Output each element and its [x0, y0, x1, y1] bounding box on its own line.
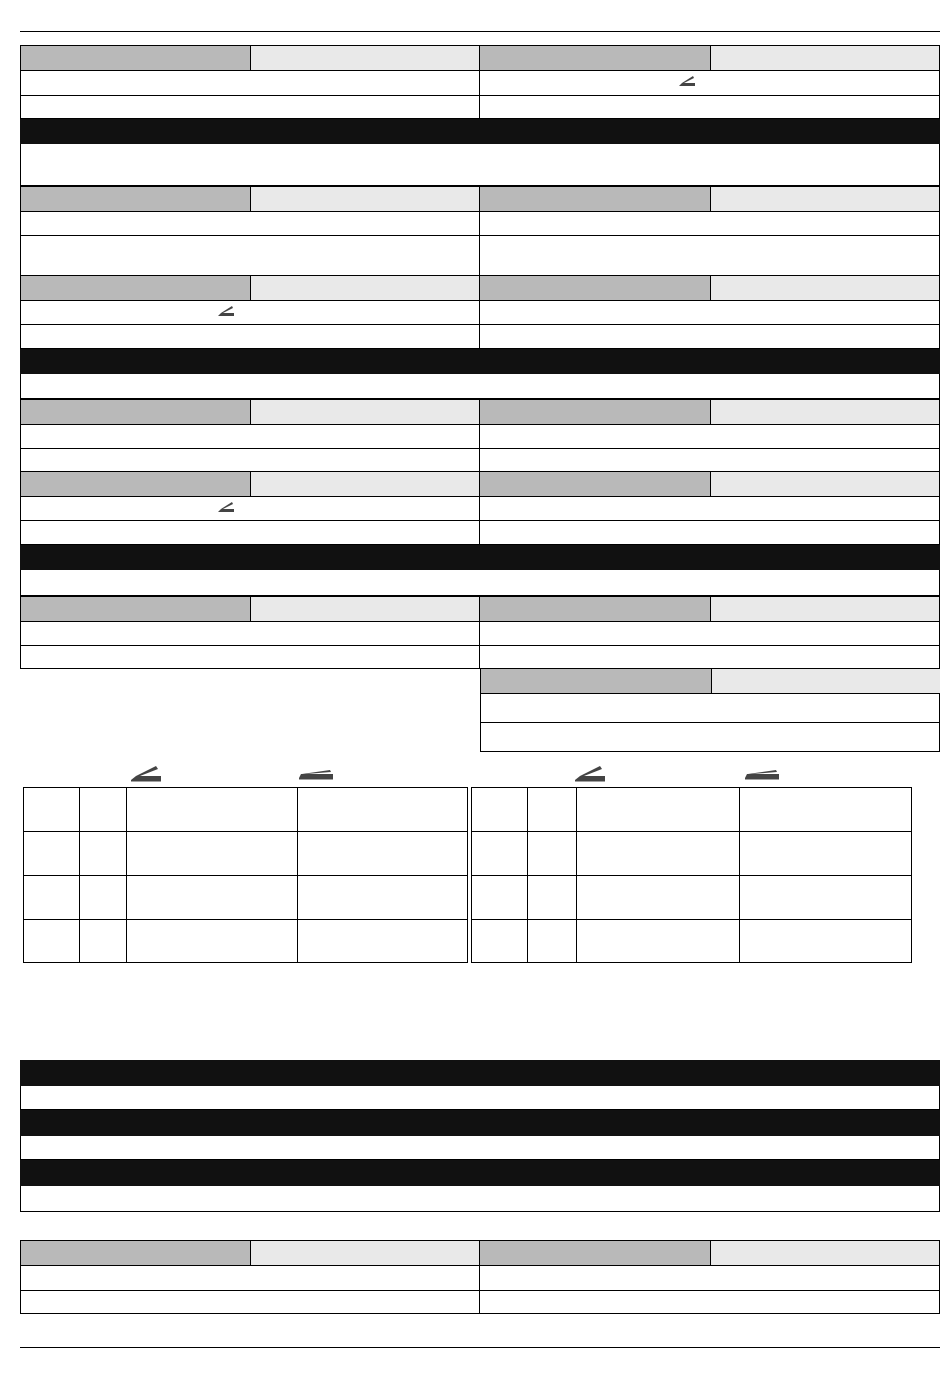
param-panel-h-right — [480, 1240, 940, 1314]
pedal-pressed-icon — [574, 764, 606, 782]
param-panel-h-left — [20, 1240, 480, 1314]
param-row — [21, 1265, 479, 1290]
param-panel-c-left — [20, 276, 480, 349]
table-cell — [577, 788, 740, 832]
param-header-value — [710, 597, 939, 621]
section-description — [20, 1186, 940, 1212]
pedal-table-right — [471, 787, 912, 963]
param-header-value — [250, 472, 479, 496]
table-cell — [528, 920, 577, 963]
pedal-table-left — [23, 787, 468, 963]
table-cell — [472, 876, 528, 920]
param-header-value — [250, 46, 479, 70]
param-header-value — [710, 472, 939, 496]
param-row — [480, 448, 939, 472]
table-cell — [577, 920, 740, 963]
param-row — [21, 520, 479, 544]
table-cell — [472, 920, 528, 963]
param-row — [481, 693, 939, 722]
param-row — [480, 235, 939, 276]
param-row — [21, 645, 479, 669]
param-panel-f-right — [480, 596, 940, 669]
param-row — [480, 70, 939, 95]
section-bar — [20, 1060, 940, 1086]
param-row — [21, 70, 479, 95]
pedal-released-icon — [744, 766, 780, 780]
section-bar — [20, 1160, 940, 1186]
param-header-value — [711, 669, 940, 693]
table-cell — [740, 876, 912, 920]
param-row — [480, 211, 939, 235]
param-header-name — [480, 472, 710, 496]
param-header-name — [480, 276, 710, 300]
table-cell — [528, 788, 577, 832]
param-row — [480, 424, 939, 448]
param-header-name — [480, 597, 710, 621]
param-header-name — [481, 669, 711, 693]
pedal-released-icon — [298, 766, 334, 780]
section-description — [20, 570, 940, 596]
section-description — [20, 1086, 940, 1110]
param-header-value — [250, 276, 479, 300]
param-row — [481, 722, 939, 751]
section-bar — [20, 1110, 940, 1136]
param-row — [480, 496, 939, 520]
table-cell — [298, 832, 468, 876]
param-row — [21, 496, 479, 520]
table-cell — [80, 876, 127, 920]
table-cell — [528, 876, 577, 920]
param-panel-b-left — [20, 186, 480, 276]
param-header-name — [21, 597, 250, 621]
table-cell — [528, 832, 577, 876]
table-cell — [24, 832, 80, 876]
param-header-name — [21, 46, 250, 70]
footer-rule — [20, 1347, 940, 1348]
param-panel-e-right — [480, 472, 940, 545]
param-panel-f-left — [20, 596, 480, 669]
table-cell — [298, 788, 468, 832]
param-header-name — [21, 472, 250, 496]
param-panel-d-right — [480, 399, 940, 472]
table-cell — [298, 920, 468, 963]
param-header-name — [480, 187, 710, 211]
param-header-value — [250, 1241, 479, 1265]
section-bar — [20, 119, 940, 144]
header-rule — [20, 31, 940, 32]
section-bar — [20, 545, 940, 570]
table-cell — [127, 788, 298, 832]
param-header-value — [710, 46, 939, 70]
pedal-pressed-icon — [217, 305, 235, 317]
param-row — [480, 645, 939, 669]
param-row — [480, 1290, 939, 1314]
param-panel-e-left — [20, 472, 480, 545]
section-bar — [20, 349, 940, 374]
param-header-value — [710, 400, 939, 424]
pedal-pressed-icon — [678, 75, 696, 87]
param-header-name — [480, 400, 710, 424]
param-row — [21, 324, 479, 348]
table-cell — [127, 876, 298, 920]
param-header-name — [21, 400, 250, 424]
table-cell — [740, 788, 912, 832]
param-row — [480, 1265, 939, 1290]
table-cell — [127, 832, 298, 876]
param-header-name — [480, 46, 710, 70]
param-row — [21, 300, 479, 324]
param-panel-d-left — [20, 399, 480, 472]
table-cell — [80, 920, 127, 963]
param-header-value — [250, 187, 479, 211]
table-cell — [24, 788, 80, 832]
table-cell — [472, 832, 528, 876]
param-row — [21, 448, 479, 472]
param-row — [480, 324, 939, 348]
param-row — [480, 621, 939, 645]
table-cell — [740, 832, 912, 876]
param-panel-c-right — [480, 276, 940, 349]
param-row — [480, 95, 939, 119]
table-cell — [24, 876, 80, 920]
table-cell — [24, 920, 80, 963]
param-header-name — [480, 1241, 710, 1265]
param-row — [480, 520, 939, 544]
param-header-name — [21, 276, 250, 300]
param-header-value — [710, 187, 939, 211]
param-panel-b-right — [480, 186, 940, 276]
table-cell — [298, 876, 468, 920]
param-row — [21, 621, 479, 645]
param-header-value — [710, 276, 939, 300]
table-cell — [577, 876, 740, 920]
table-cell — [740, 920, 912, 963]
section-description — [20, 1136, 940, 1160]
table-cell — [472, 788, 528, 832]
param-header-value — [250, 400, 479, 424]
param-row — [21, 211, 479, 235]
param-header-name — [21, 1241, 250, 1265]
pedal-pressed-icon — [217, 501, 235, 513]
pedal-pressed-icon — [130, 764, 162, 782]
section-description — [20, 144, 940, 186]
table-cell — [80, 788, 127, 832]
param-header-name — [21, 187, 250, 211]
param-header-value — [250, 597, 479, 621]
param-panel-g-right — [480, 669, 940, 752]
param-row — [21, 235, 479, 276]
param-row — [21, 424, 479, 448]
param-row — [21, 95, 479, 119]
param-panel-a-left — [20, 45, 480, 119]
param-row — [21, 1290, 479, 1314]
section-description — [20, 374, 940, 399]
param-row — [480, 300, 939, 324]
param-panel-a-right — [480, 45, 940, 119]
table-cell — [127, 920, 298, 963]
param-header-value — [710, 1241, 939, 1265]
table-cell — [80, 832, 127, 876]
table-cell — [577, 832, 740, 876]
